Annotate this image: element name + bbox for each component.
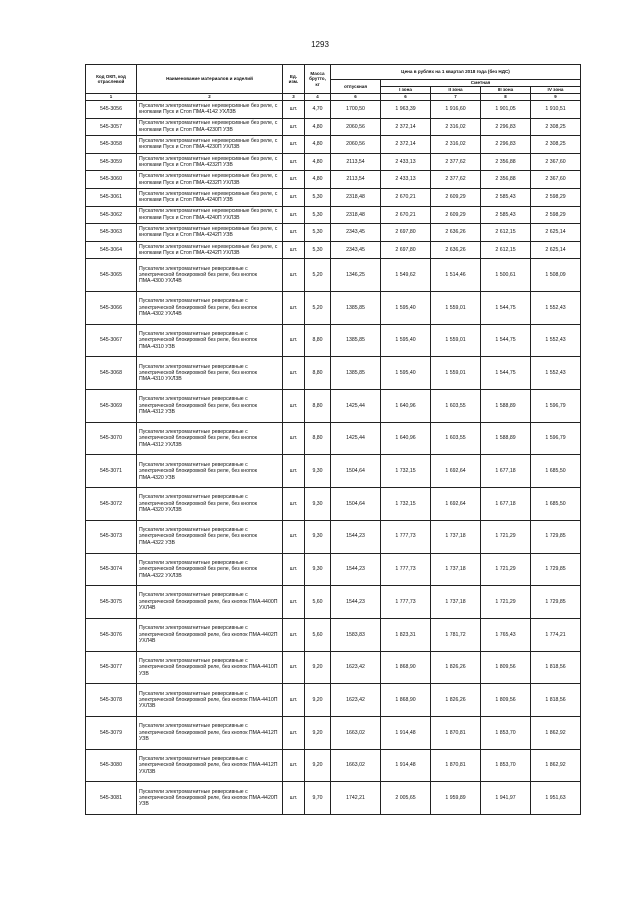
okp-code-cell: 545-3056 bbox=[86, 101, 137, 119]
release-price-cell: 1623,42 bbox=[331, 684, 381, 717]
mass-cell: 5,30 bbox=[305, 224, 331, 242]
zone-4-price-cell: 1 951,63 bbox=[531, 782, 581, 815]
release-price-cell: 1663,02 bbox=[331, 716, 381, 749]
okp-code-cell: 545-3074 bbox=[86, 553, 137, 586]
release-price-cell: 2060,56 bbox=[331, 136, 381, 154]
zone-1-price-cell: 1 595,40 bbox=[381, 324, 431, 357]
unit-cell: шт. bbox=[283, 618, 305, 651]
mass-cell: 4,80 bbox=[305, 171, 331, 189]
zone-2-price-cell: 1 826,26 bbox=[431, 651, 481, 684]
zone-3-price-cell: 2 296,83 bbox=[481, 118, 531, 136]
zone-1-price-cell: 1 595,40 bbox=[381, 357, 431, 390]
unit-cell: шт. bbox=[283, 171, 305, 189]
column-number: 2 bbox=[137, 94, 283, 101]
zone-4-price-cell: 1 508,09 bbox=[531, 259, 581, 292]
mass-cell: 8,80 bbox=[305, 324, 331, 357]
zone-4-price-cell: 1 596,79 bbox=[531, 422, 581, 455]
item-name-cell: Пускатели электромагнитные реверсивные с электрической блокировкой без реле, без кнопок ПМА-4322 УХЛ3В bbox=[137, 553, 283, 586]
okp-code-cell: 545-3057 bbox=[86, 118, 137, 136]
column-number: 1 bbox=[86, 94, 137, 101]
table-row bbox=[86, 520, 581, 553]
unit-cell: шт. bbox=[283, 586, 305, 619]
table-row bbox=[86, 259, 581, 292]
release-price-cell: 1663,02 bbox=[331, 749, 381, 782]
zone-4-price-cell: 1 685,50 bbox=[531, 488, 581, 521]
zone-2-price-cell: 1 559,01 bbox=[431, 292, 481, 325]
release-price-cell: 1583,83 bbox=[331, 618, 381, 651]
table-row bbox=[86, 455, 581, 488]
unit-cell: шт. bbox=[283, 241, 305, 259]
zone-1-price-cell: 1 732,15 bbox=[381, 455, 431, 488]
unit-cell: шт. bbox=[283, 188, 305, 206]
okp-code-cell: 545-3070 bbox=[86, 422, 137, 455]
release-price-cell: 1544,23 bbox=[331, 586, 381, 619]
unit-cell: шт. bbox=[283, 292, 305, 325]
zone-4-price-cell: 1 862,92 bbox=[531, 749, 581, 782]
table-row bbox=[86, 101, 581, 119]
zone-2-price-cell: 2 377,62 bbox=[431, 153, 481, 171]
zone-4-price-cell: 1 910,51 bbox=[531, 101, 581, 119]
zone-3-price-cell: 2 356,88 bbox=[481, 153, 531, 171]
zone-2-price-cell: 2 377,62 bbox=[431, 171, 481, 189]
table-row bbox=[86, 716, 581, 749]
mass-cell: 4,80 bbox=[305, 118, 331, 136]
zone-4-price-cell: 1 552,43 bbox=[531, 357, 581, 390]
zone-4-price-cell: 1 729,85 bbox=[531, 553, 581, 586]
price-table bbox=[85, 64, 581, 815]
release-price-cell: 1504,64 bbox=[331, 488, 381, 521]
table-row bbox=[86, 324, 581, 357]
okp-code-cell: 545-3081 bbox=[86, 782, 137, 815]
item-name-cell: Пускатели электромагнитные реверсивные с электрической блокировкой реле, без кнопок ПМА-4420П УЗВ bbox=[137, 782, 283, 815]
zone-1-price-cell: 1 914,48 bbox=[381, 716, 431, 749]
table-row bbox=[86, 206, 581, 224]
zone-4-price-cell: 1 729,85 bbox=[531, 520, 581, 553]
item-name-cell: Пускатели электромагнитные реверсивные с электрической блокировкой без реле, без кнопок ПМА-4312 УЗВ bbox=[137, 390, 283, 423]
table-row bbox=[86, 241, 581, 259]
zone-3-price-cell: 1 544,75 bbox=[481, 324, 531, 357]
zone-4-price-cell: 2 598,29 bbox=[531, 188, 581, 206]
zone-3-price-cell: 1 721,29 bbox=[481, 553, 531, 586]
table-row bbox=[86, 357, 581, 390]
zone-2-price-cell: 2 636,26 bbox=[431, 224, 481, 242]
zone-2-price-cell: 1 737,18 bbox=[431, 553, 481, 586]
release-price-cell: 1385,85 bbox=[331, 324, 381, 357]
mass-cell: 9,30 bbox=[305, 455, 331, 488]
okp-code-cell: 545-3059 bbox=[86, 153, 137, 171]
release-price-cell: 2060,56 bbox=[331, 118, 381, 136]
item-name-cell: Пускатели электромагнитные реверсивные с электрической блокировкой без реле, без кнопок ПМА-4310 УХЛ3В bbox=[137, 357, 283, 390]
zone-1-price-cell: 2 433,13 bbox=[381, 171, 431, 189]
release-price-cell: 2343,45 bbox=[331, 224, 381, 242]
table-row bbox=[86, 171, 581, 189]
zone-4-price-cell: 1 596,79 bbox=[531, 390, 581, 423]
mass-cell: 9,20 bbox=[305, 716, 331, 749]
zone-3-price-cell: 2 356,88 bbox=[481, 171, 531, 189]
zone-1-price-cell: 1 777,73 bbox=[381, 520, 431, 553]
zone-1-price-cell: 1 868,90 bbox=[381, 651, 431, 684]
table-row bbox=[86, 749, 581, 782]
zone-4-price-cell: 1 774,21 bbox=[531, 618, 581, 651]
zone-2-price-cell: 1 559,01 bbox=[431, 324, 481, 357]
header-code: Код ОКП, код отраслевой bbox=[86, 65, 137, 94]
table-row bbox=[86, 782, 581, 815]
zone-4-price-cell: 1 818,56 bbox=[531, 684, 581, 717]
zone-1-price-cell: 1 640,96 bbox=[381, 390, 431, 423]
release-price-cell: 1425,44 bbox=[331, 422, 381, 455]
table-row bbox=[86, 118, 581, 136]
zone-1-price-cell: 2 697,80 bbox=[381, 241, 431, 259]
zone-3-price-cell: 2 612,15 bbox=[481, 241, 531, 259]
zone-2-price-cell: 1 781,72 bbox=[431, 618, 481, 651]
okp-code-cell: 545-3079 bbox=[86, 716, 137, 749]
unit-cell: шт. bbox=[283, 357, 305, 390]
okp-code-cell: 545-3078 bbox=[86, 684, 137, 717]
mass-cell: 4,80 bbox=[305, 153, 331, 171]
mass-cell: 9,20 bbox=[305, 749, 331, 782]
zone-2-price-cell: 1 692,64 bbox=[431, 455, 481, 488]
table-row bbox=[86, 224, 581, 242]
release-price-cell: 2318,48 bbox=[331, 206, 381, 224]
item-name-cell: Пускатели электромагнитные реверсивные с электрической блокировкой без реле, без кнопок ПМА-4320 УХЛ3В bbox=[137, 488, 283, 521]
unit-cell: шт. bbox=[283, 455, 305, 488]
zone-3-price-cell: 2 585,43 bbox=[481, 206, 531, 224]
zone-2-price-cell: 1 737,18 bbox=[431, 520, 481, 553]
column-number: 6 bbox=[381, 94, 431, 101]
release-price-cell: 1425,44 bbox=[331, 390, 381, 423]
zone-3-price-cell: 1 588,89 bbox=[481, 390, 531, 423]
unit-cell: шт. bbox=[283, 488, 305, 521]
zone-1-price-cell: 1 914,48 bbox=[381, 749, 431, 782]
zone-3-price-cell: 1 588,89 bbox=[481, 422, 531, 455]
zone-4-price-cell: 2 625,14 bbox=[531, 241, 581, 259]
unit-cell: шт. bbox=[283, 206, 305, 224]
table-row bbox=[86, 488, 581, 521]
mass-cell: 9,20 bbox=[305, 684, 331, 717]
zone-1-price-cell: 1 777,73 bbox=[381, 586, 431, 619]
item-name-cell: Пускатели электромагнитные реверсивные с электрической блокировкой реле, без кнопок ПМА-4412П УХЛ3В bbox=[137, 749, 283, 782]
header-unit: Ед. изм. bbox=[283, 65, 305, 94]
zone-3-price-cell: 1 721,29 bbox=[481, 520, 531, 553]
zone-1-price-cell: 2 697,80 bbox=[381, 224, 431, 242]
zone-3-price-cell: 1 677,18 bbox=[481, 488, 531, 521]
item-name-cell: Пускатели электромагнитные нереверсивные без реле, с кнопками Пуск и Стоп ПМА-4240П УЗВ bbox=[137, 188, 283, 206]
unit-cell: шт. bbox=[283, 324, 305, 357]
mass-cell: 9,30 bbox=[305, 488, 331, 521]
zone-3-price-cell: 1 677,18 bbox=[481, 455, 531, 488]
table-row bbox=[86, 390, 581, 423]
header-zone-3: III зона bbox=[481, 87, 531, 94]
mass-cell: 5,30 bbox=[305, 188, 331, 206]
item-name-cell: Пускатели электромагнитные реверсивные с электрической блокировкой без реле, без кнопок ПМА-4310 УЗВ bbox=[137, 324, 283, 357]
zone-2-price-cell: 1 870,81 bbox=[431, 749, 481, 782]
mass-cell: 9,20 bbox=[305, 651, 331, 684]
item-name-cell: Пускатели электромагнитные нереверсивные без реле, с кнопками Пуск и Стоп ПМА-4232П УХЛ3В bbox=[137, 171, 283, 189]
zone-1-price-cell: 1 823,31 bbox=[381, 618, 431, 651]
zone-2-price-cell: 1 559,01 bbox=[431, 357, 481, 390]
zone-4-price-cell: 2 308,25 bbox=[531, 118, 581, 136]
zone-4-price-cell: 2 308,25 bbox=[531, 136, 581, 154]
okp-code-cell: 545-3067 bbox=[86, 324, 137, 357]
table-row bbox=[86, 586, 581, 619]
okp-code-cell: 545-3072 bbox=[86, 488, 137, 521]
zone-4-price-cell: 2 625,14 bbox=[531, 224, 581, 242]
item-name-cell: Пускатели электромагнитные реверсивные с электрической блокировкой без реле, без кнопок ПМА-4302 УХЛ4В bbox=[137, 292, 283, 325]
table-row bbox=[86, 153, 581, 171]
item-name-cell: Пускатели электромагнитные реверсивные с электрической блокировкой реле, без кнопок ПМА-4410П УХЛ3В bbox=[137, 684, 283, 717]
release-price-cell: 1742,21 bbox=[331, 782, 381, 815]
zone-4-price-cell: 2 367,60 bbox=[531, 171, 581, 189]
okp-code-cell: 545-3062 bbox=[86, 206, 137, 224]
column-number: 9 bbox=[531, 94, 581, 101]
unit-cell: шт. bbox=[283, 153, 305, 171]
zone-3-price-cell: 2 612,15 bbox=[481, 224, 531, 242]
release-price-cell: 1700,50 bbox=[331, 101, 381, 119]
zone-3-price-cell: 1 901,05 bbox=[481, 101, 531, 119]
unit-cell: шт. bbox=[283, 749, 305, 782]
item-name-cell: Пускатели электромагнитные нереверсивные без реле, с кнопками Пуск и Стоп ПМА-4242П УЗВ bbox=[137, 224, 283, 242]
release-price-cell: 1544,23 bbox=[331, 520, 381, 553]
zone-2-price-cell: 1 826,26 bbox=[431, 684, 481, 717]
release-price-cell: 2113,54 bbox=[331, 171, 381, 189]
unit-cell: шт. bbox=[283, 651, 305, 684]
zone-4-price-cell: 1 552,43 bbox=[531, 324, 581, 357]
mass-cell: 5,30 bbox=[305, 206, 331, 224]
zone-1-price-cell: 2 670,21 bbox=[381, 206, 431, 224]
zone-1-price-cell: 1 777,73 bbox=[381, 553, 431, 586]
item-name-cell: Пускатели электромагнитные реверсивные с электрической блокировкой реле, без кнопок ПМА-4400П УХЛ4В bbox=[137, 586, 283, 619]
zone-4-price-cell: 1 862,92 bbox=[531, 716, 581, 749]
mass-cell: 5,60 bbox=[305, 586, 331, 619]
okp-code-cell: 545-3065 bbox=[86, 259, 137, 292]
zone-2-price-cell: 1 959,89 bbox=[431, 782, 481, 815]
release-price-cell: 1385,85 bbox=[331, 357, 381, 390]
unit-cell: шт. bbox=[283, 520, 305, 553]
okp-code-cell: 545-3063 bbox=[86, 224, 137, 242]
okp-code-cell: 545-3068 bbox=[86, 357, 137, 390]
zone-3-price-cell: 2 585,43 bbox=[481, 188, 531, 206]
header-name: Наименование материалов и изделий bbox=[137, 65, 283, 94]
mass-cell: 9,30 bbox=[305, 520, 331, 553]
zone-4-price-cell: 1 685,50 bbox=[531, 455, 581, 488]
table-row bbox=[86, 292, 581, 325]
release-price-cell: 1346,25 bbox=[331, 259, 381, 292]
okp-code-cell: 545-3076 bbox=[86, 618, 137, 651]
zone-2-price-cell: 1 603,55 bbox=[431, 390, 481, 423]
header-estimate-price: Сметная bbox=[381, 80, 581, 87]
zone-3-price-cell: 1 544,75 bbox=[481, 357, 531, 390]
mass-cell: 8,80 bbox=[305, 422, 331, 455]
item-name-cell: Пускатели электромагнитные нереверсивные без реле, с кнопками Пуск и Стоп ПМА-4242П УХЛ3В bbox=[137, 241, 283, 259]
zone-1-price-cell: 1 732,15 bbox=[381, 488, 431, 521]
unit-cell: шт. bbox=[283, 224, 305, 242]
mass-cell: 4,80 bbox=[305, 136, 331, 154]
unit-cell: шт. bbox=[283, 716, 305, 749]
table-row bbox=[86, 618, 581, 651]
table-row bbox=[86, 684, 581, 717]
header-zone-2: II зона bbox=[431, 87, 481, 94]
zone-3-price-cell: 1 809,56 bbox=[481, 684, 531, 717]
okp-code-cell: 545-3066 bbox=[86, 292, 137, 325]
zone-1-price-cell: 2 670,21 bbox=[381, 188, 431, 206]
okp-code-cell: 545-3061 bbox=[86, 188, 137, 206]
zone-3-price-cell: 1 941,97 bbox=[481, 782, 531, 815]
table-row bbox=[86, 422, 581, 455]
zone-1-price-cell: 2 005,65 bbox=[381, 782, 431, 815]
item-name-cell: Пускатели электромагнитные нереверсивные без реле, с кнопками Пуск и Стоп ПМА-4142 УХЛ3В bbox=[137, 101, 283, 119]
zone-2-price-cell: 2 316,02 bbox=[431, 136, 481, 154]
release-price-cell: 2318,48 bbox=[331, 188, 381, 206]
unit-cell: шт. bbox=[283, 553, 305, 586]
zone-3-price-cell: 1 500,61 bbox=[481, 259, 531, 292]
okp-code-cell: 545-3071 bbox=[86, 455, 137, 488]
header-release-price: отпускная bbox=[331, 80, 381, 94]
mass-cell: 8,80 bbox=[305, 357, 331, 390]
zone-1-price-cell: 1 963,39 bbox=[381, 101, 431, 119]
item-name-cell: Пускатели электромагнитные реверсивные с электрической блокировкой без реле, без кнопок ПМА-4300 УХЛ4В bbox=[137, 259, 283, 292]
column-number: 4 bbox=[305, 94, 331, 101]
zone-1-price-cell: 2 372,14 bbox=[381, 136, 431, 154]
zone-1-price-cell: 2 433,13 bbox=[381, 153, 431, 171]
item-name-cell: Пускатели электромагнитные нереверсивные без реле, с кнопками Пуск и Стоп ПМА-4232П УЗВ bbox=[137, 153, 283, 171]
zone-3-price-cell: 1 721,29 bbox=[481, 586, 531, 619]
mass-cell: 8,80 bbox=[305, 390, 331, 423]
zone-1-price-cell: 1 595,40 bbox=[381, 292, 431, 325]
item-name-cell: Пускатели электромагнитные реверсивные с электрической блокировкой без реле, без кнопок ПМА-4312 УХЛ3В bbox=[137, 422, 283, 455]
table-row bbox=[86, 136, 581, 154]
table-header bbox=[86, 65, 581, 101]
column-number: 3 bbox=[283, 94, 305, 101]
zone-4-price-cell: 1 552,43 bbox=[531, 292, 581, 325]
release-price-cell: 1544,23 bbox=[331, 553, 381, 586]
mass-cell: 5,60 bbox=[305, 618, 331, 651]
zone-3-price-cell: 1 809,56 bbox=[481, 651, 531, 684]
unit-cell: шт. bbox=[283, 390, 305, 423]
zone-2-price-cell: 2 609,29 bbox=[431, 206, 481, 224]
release-price-cell: 2113,54 bbox=[331, 153, 381, 171]
zone-1-price-cell: 1 640,96 bbox=[381, 422, 431, 455]
zone-1-price-cell: 2 372,14 bbox=[381, 118, 431, 136]
column-number: 6 bbox=[331, 94, 381, 101]
zone-2-price-cell: 1 916,60 bbox=[431, 101, 481, 119]
header-zone-1: I зона bbox=[381, 87, 431, 94]
unit-cell: шт. bbox=[283, 782, 305, 815]
okp-code-cell: 545-3064 bbox=[86, 241, 137, 259]
okp-code-cell: 545-3075 bbox=[86, 586, 137, 619]
zone-1-price-cell: 1 868,90 bbox=[381, 684, 431, 717]
okp-code-cell: 545-3077 bbox=[86, 651, 137, 684]
zone-4-price-cell: 2 367,60 bbox=[531, 153, 581, 171]
zone-4-price-cell: 1 818,56 bbox=[531, 651, 581, 684]
mass-cell: 4,70 bbox=[305, 101, 331, 119]
release-price-cell: 1623,42 bbox=[331, 651, 381, 684]
unit-cell: шт. bbox=[283, 136, 305, 154]
okp-code-cell: 545-3060 bbox=[86, 171, 137, 189]
mass-cell: 5,20 bbox=[305, 292, 331, 325]
item-name-cell: Пускатели электромагнитные реверсивные с электрической блокировкой реле, без кнопок ПМА-4410П УЗВ bbox=[137, 651, 283, 684]
mass-cell: 9,70 bbox=[305, 782, 331, 815]
zone-1-price-cell: 1 549,62 bbox=[381, 259, 431, 292]
page-number: 1293 bbox=[311, 40, 329, 49]
zone-2-price-cell: 1 514,46 bbox=[431, 259, 481, 292]
column-number: 7 bbox=[431, 94, 481, 101]
zone-3-price-cell: 2 296,83 bbox=[481, 136, 531, 154]
unit-cell: шт. bbox=[283, 259, 305, 292]
table-body bbox=[86, 101, 581, 815]
zone-3-price-cell: 1 544,75 bbox=[481, 292, 531, 325]
unit-cell: шт. bbox=[283, 118, 305, 136]
item-name-cell: Пускатели электромагнитные реверсивные с электрической блокировкой реле, без кнопок ПМА-4412П УЗВ bbox=[137, 716, 283, 749]
zone-2-price-cell: 1 603,55 bbox=[431, 422, 481, 455]
item-name-cell: Пускатели электромагнитные нереверсивные без реле, с кнопками Пуск и Стоп ПМА-4230П УХЛ3В bbox=[137, 136, 283, 154]
unit-cell: шт. bbox=[283, 684, 305, 717]
zone-2-price-cell: 2 316,02 bbox=[431, 118, 481, 136]
table-row bbox=[86, 188, 581, 206]
zone-2-price-cell: 1 692,64 bbox=[431, 488, 481, 521]
item-name-cell: Пускатели электромагнитные нереверсивные без реле, с кнопками Пуск и Стоп ПМА-4230П УЗВ bbox=[137, 118, 283, 136]
item-name-cell: Пускатели электромагнитные нереверсивные без реле, с кнопками Пуск и Стоп ПМА-4240П УХЛ3В bbox=[137, 206, 283, 224]
mass-cell: 5,20 bbox=[305, 259, 331, 292]
table-row bbox=[86, 651, 581, 684]
item-name-cell: Пускатели электромагнитные реверсивные с электрической блокировкой без реле, без кнопок ПМА-4322 УЗВ bbox=[137, 520, 283, 553]
zone-2-price-cell: 1 737,18 bbox=[431, 586, 481, 619]
zone-2-price-cell: 1 870,81 bbox=[431, 716, 481, 749]
zone-3-price-cell: 1 853,70 bbox=[481, 716, 531, 749]
header-mass: Масса брутто, кг bbox=[305, 65, 331, 94]
item-name-cell: Пускатели электромагнитные реверсивные с электрической блокировкой реле, без кнопок ПМА-4402П УХЛ4В bbox=[137, 618, 283, 651]
zone-4-price-cell: 2 598,29 bbox=[531, 206, 581, 224]
okp-code-cell: 545-3058 bbox=[86, 136, 137, 154]
okp-code-cell: 545-3069 bbox=[86, 390, 137, 423]
unit-cell: шт. bbox=[283, 101, 305, 119]
header-zone-4: IV зона bbox=[531, 87, 581, 94]
release-price-cell: 1504,64 bbox=[331, 455, 381, 488]
okp-code-cell: 545-3080 bbox=[86, 749, 137, 782]
table-row bbox=[86, 553, 581, 586]
zone-3-price-cell: 1 853,70 bbox=[481, 749, 531, 782]
zone-2-price-cell: 2 609,29 bbox=[431, 188, 481, 206]
mass-cell: 5,30 bbox=[305, 241, 331, 259]
zone-3-price-cell: 1 765,43 bbox=[481, 618, 531, 651]
okp-code-cell: 545-3073 bbox=[86, 520, 137, 553]
header-price-title: Цена в рублях на 1 квартал 2018 года (без НДС) bbox=[331, 65, 581, 80]
mass-cell: 9,30 bbox=[305, 553, 331, 586]
release-price-cell: 1385,85 bbox=[331, 292, 381, 325]
item-name-cell: Пускатели электромагнитные реверсивные с электрической блокировкой без реле, без кнопок ПМА-4320 УЗВ bbox=[137, 455, 283, 488]
release-price-cell: 2343,45 bbox=[331, 241, 381, 259]
unit-cell: шт. bbox=[283, 422, 305, 455]
column-number: 8 bbox=[481, 94, 531, 101]
zone-2-price-cell: 2 636,26 bbox=[431, 241, 481, 259]
zone-4-price-cell: 1 729,85 bbox=[531, 586, 581, 619]
